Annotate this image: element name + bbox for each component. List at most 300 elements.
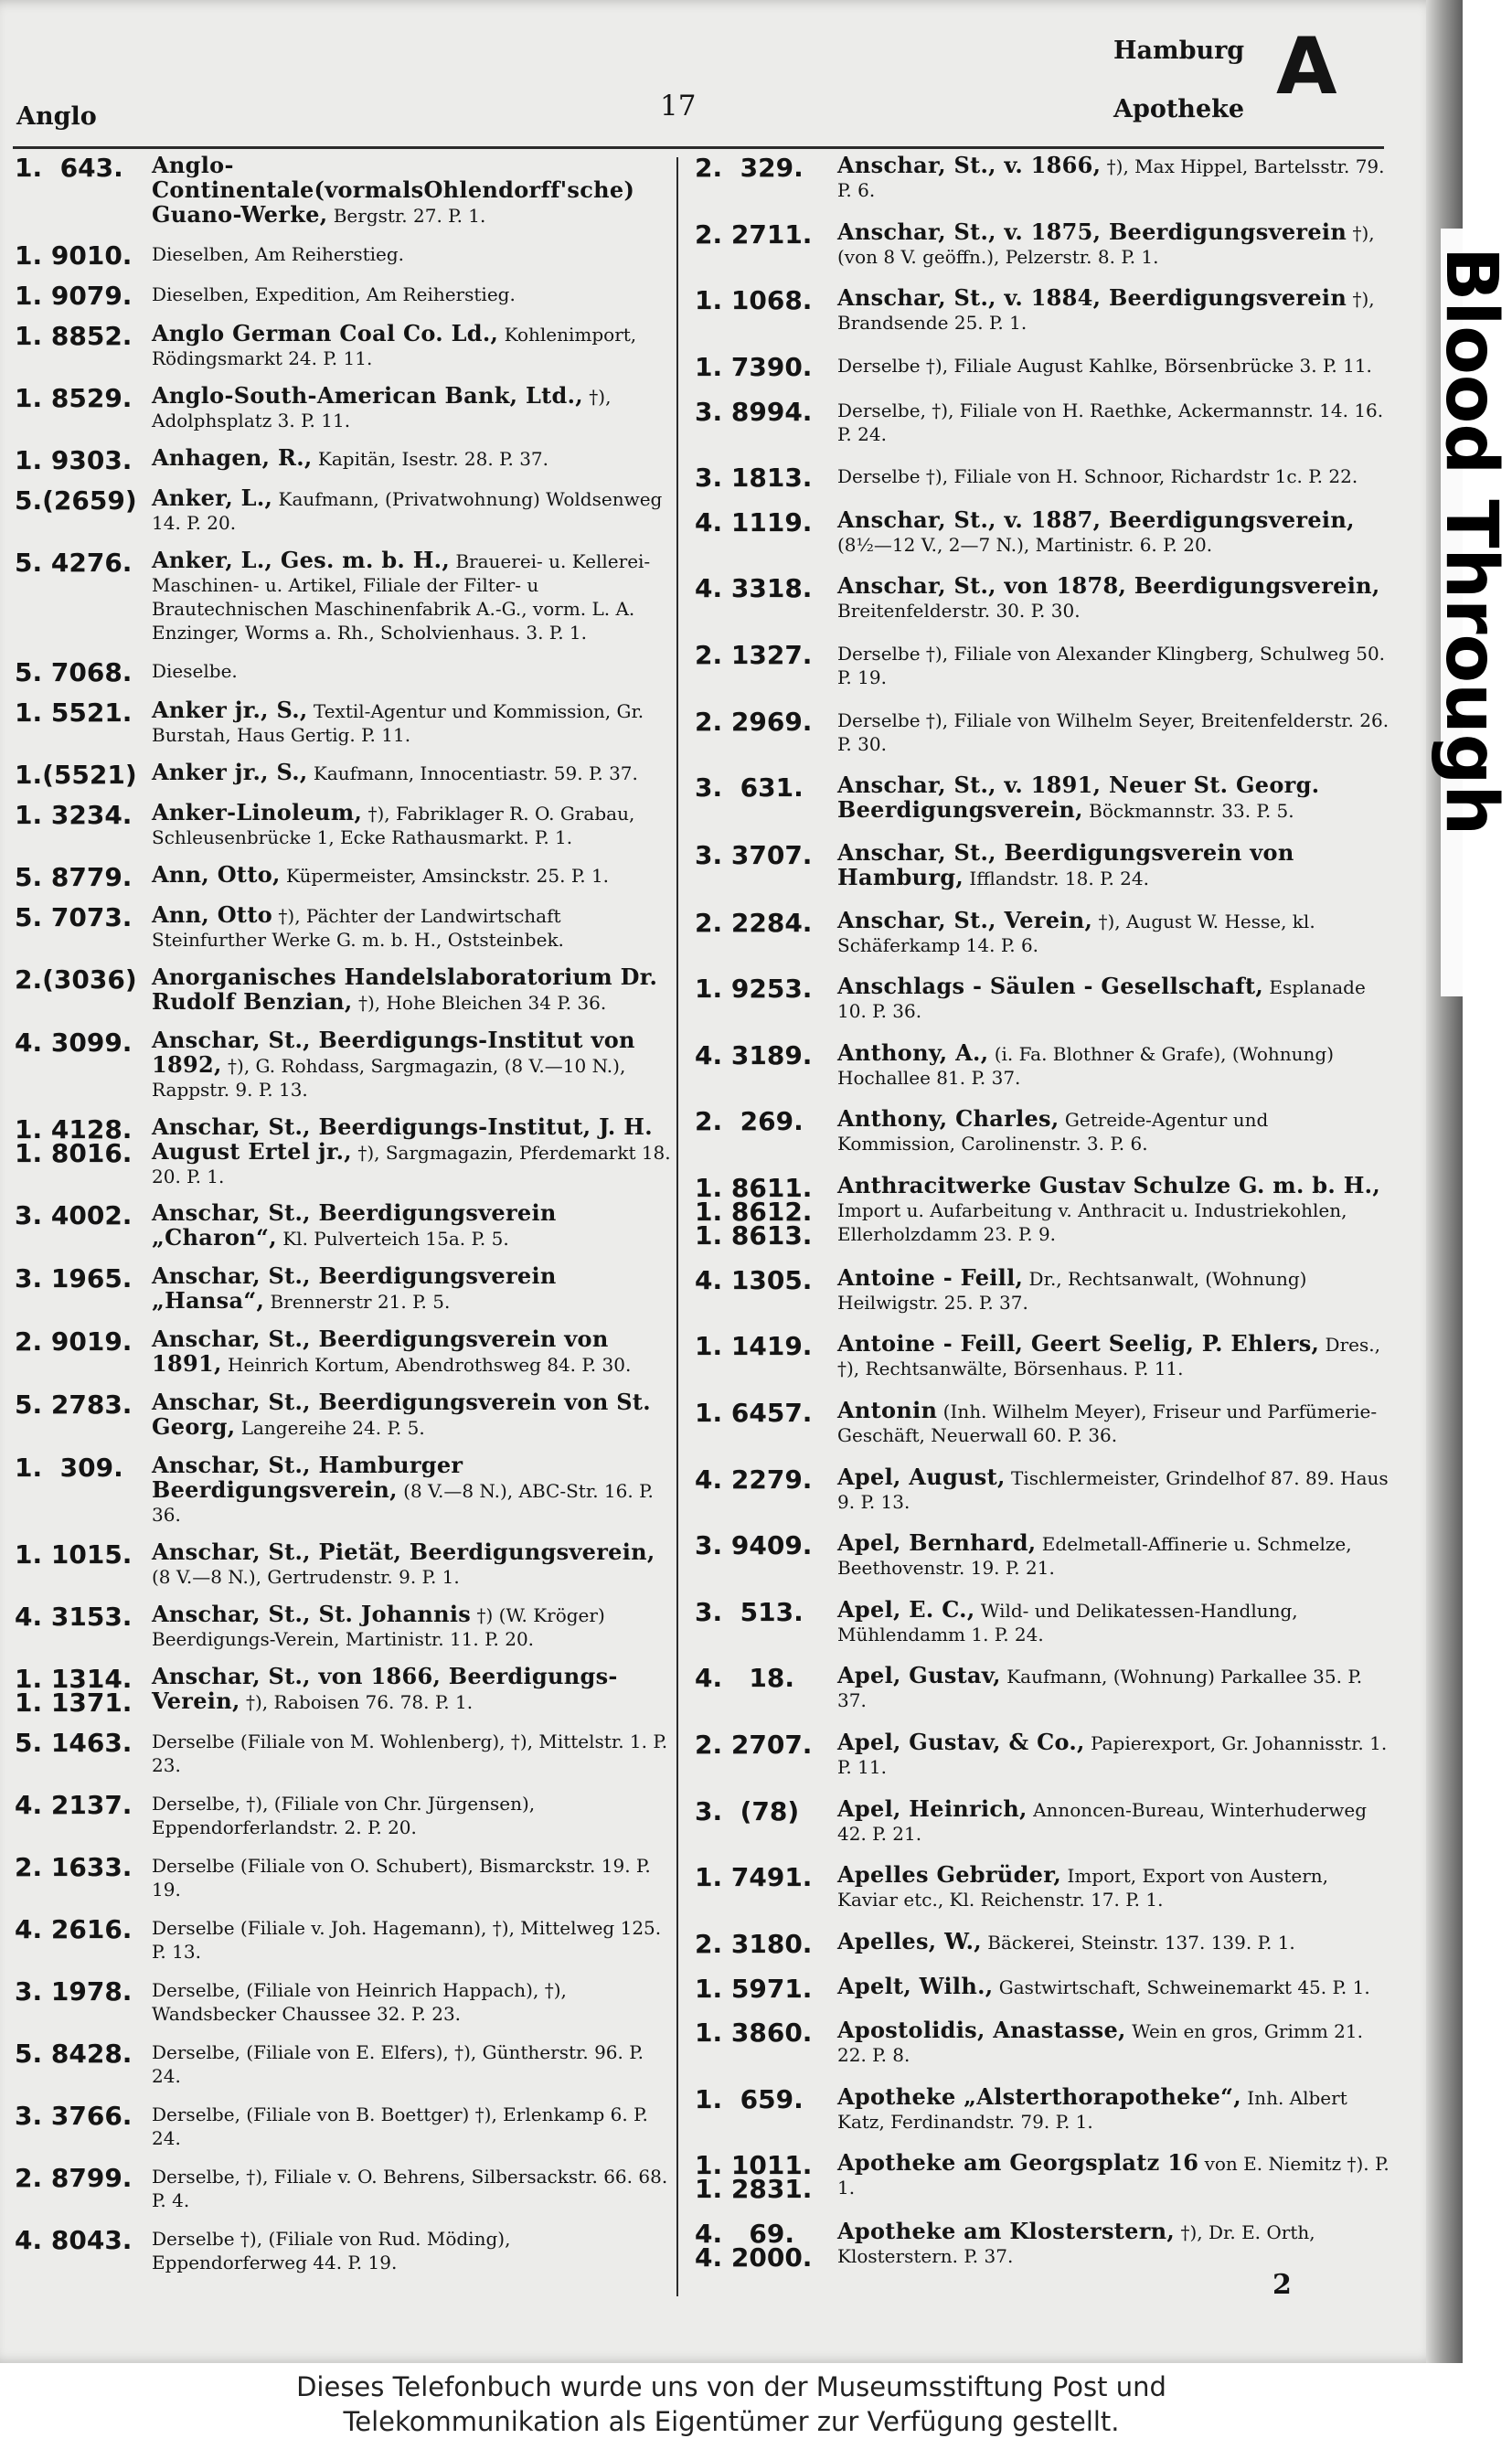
directory-entry	[695, 974, 1390, 1023]
entry-name: Antoine - Feill, Geert Seelig, P. Ehlers,	[837, 1330, 1320, 1358]
entry-detail: Bäckerei, Steinstr. 137. 139. P. 1.	[987, 1931, 1295, 1954]
entry-detail: Getreide-Agentur und Kommission, Carolinenstr. 3. P. 6.	[837, 1109, 1269, 1155]
entry-text	[837, 220, 1390, 269]
entry-phone-number: 4. 1305.	[695, 1264, 813, 1295]
entry-name: Anschar, St., St. Johannis	[152, 1601, 472, 1628]
entry-text	[152, 798, 671, 849]
entry-detail: Böckmannstr. 33. P. 5.	[1089, 800, 1294, 823]
entry-text	[152, 486, 671, 535]
entry-phone-number: 1. 8611. 1. 8612. 1. 8613.	[695, 1173, 813, 1251]
entry-text	[837, 2151, 1390, 2199]
entry-phone-number: 4. 1119.	[695, 506, 813, 538]
directory-entry	[695, 2018, 1390, 2067]
entry-phone-number: 1. 4128. 1. 8016.	[15, 1113, 133, 1168]
entry-detail: Derselbe †), Filiale von Alexander Klingberg, Schulweg 50. P. 19.	[837, 643, 1386, 688]
directory-entry	[695, 1465, 1390, 1514]
directory-entry	[695, 1332, 1390, 1380]
entry-phone-number: 4. 3153.	[15, 1602, 133, 1633]
entry-text	[837, 1730, 1390, 1779]
directory-entry	[15, 381, 671, 432]
entry-name: Anschar, St., Pietät, Beerdigungsverein,	[152, 1539, 655, 1566]
entry-detail: Derselbe (Filiale v. Joh. Hagemann), †), Mittelweg 125. P. 13.	[152, 1917, 662, 1964]
entry-name: Apel, August,	[837, 1463, 1006, 1490]
header-page-number: 17	[660, 90, 697, 122]
entry-name: Anschar, St., von 1878, Beerdigungsverein,	[837, 572, 1380, 600]
entry-phone-number: 2. 329.	[695, 153, 804, 183]
entry-phone-number: 1. 5971.	[695, 1973, 813, 2004]
directory-entry	[15, 2102, 671, 2150]
entry-phone-number: 3. 9409.	[695, 1530, 813, 1561]
entry-name: Anschar, St., Beerdigungsverein von Hamburg,	[837, 838, 1294, 890]
directory-entry	[15, 1453, 671, 1527]
entry-name: Anschar, St., Beerdigungsverein von St. Georg,	[152, 1389, 651, 1441]
directory-entry	[695, 1595, 1390, 1646]
entry-phone-number: 5. 1463.	[15, 1728, 133, 1759]
entry-text	[152, 1327, 671, 1377]
entry-detail: Bergstr. 27. P. 1.	[333, 205, 486, 227]
entry-text	[837, 398, 1390, 446]
directory-entry	[15, 1915, 671, 1964]
directory-entry	[695, 351, 1390, 382]
entry-text	[837, 1107, 1390, 1155]
entry-detail: Dieselben, Expedition, Am Reiherstieg.	[152, 282, 516, 305]
entry-detail: Derselbe (Filiale von O. Schubert), Bismarckstr. 19. P. 19.	[152, 1855, 651, 1901]
entry-name: Anglo-South-American Bank, Ltd.,	[152, 381, 583, 409]
entry-detail: †), Hohe Bleichen 34 P. 36.	[357, 991, 607, 1014]
entry-text	[837, 773, 1390, 823]
directory-entry	[15, 1540, 671, 1589]
entry-phone-number: 1. 9010.	[15, 240, 133, 271]
directory-entry	[695, 1794, 1390, 1846]
directory-entry	[695, 1863, 1390, 1911]
entry-phone-number: 4. 3189.	[695, 1039, 813, 1070]
entry-phone-number: 2. 2707.	[695, 1730, 813, 1760]
entry-text	[152, 1977, 671, 2026]
entry-text	[152, 1915, 671, 1964]
entry-text	[152, 381, 671, 432]
right-column	[695, 154, 1390, 2288]
entry-name: Ann, Otto,	[152, 860, 281, 888]
entry-detail: von E. Niemitz †). P. 1.	[837, 2153, 1390, 2199]
entry-detail: Heinrich Kortum, Abendrothsweg 84. P. 30.	[228, 1354, 632, 1377]
directory-entry	[695, 154, 1390, 202]
entry-phone-number: 3. 1978.	[15, 1976, 133, 2007]
entry-name: Apel, Gustav, & Co.,	[837, 1729, 1085, 1755]
entry-text	[152, 548, 671, 644]
footer-line-1: Dieses Telefonbuch wurde uns von der Museumsstiftung Post und	[296, 2371, 1166, 2402]
entry-name: Anschar, St., Beerdigungsverein „Charon“,	[152, 1199, 557, 1251]
entry-phone-number: 1. 9079.	[15, 280, 133, 311]
entry-detail: Edelmetall-Affinerie u. Schmelze, Beethovenstr. 19. P. 21.	[837, 1533, 1352, 1580]
directory-entry	[15, 965, 671, 1015]
entry-name: Anschar, St., v. 1887, Beerdigungsverein,	[837, 506, 1355, 533]
entry-text	[837, 708, 1390, 756]
directory-entry	[15, 1791, 671, 1839]
entry-text	[152, 1665, 671, 1714]
entry-phone-number: 4. 69. 4. 2000.	[695, 2219, 813, 2273]
directory-entry	[695, 1107, 1390, 1155]
entry-text	[837, 1595, 1390, 1646]
directory-entry	[15, 860, 671, 892]
entry-phone-number: 4. 3099.	[15, 1027, 133, 1058]
entry-phone-number: 1. 1015.	[15, 1539, 133, 1571]
entry-detail: Wild- und Delikatessen-Handlung, Mühlendamm 1. P. 24.	[837, 1599, 1298, 1645]
entry-name: Anker jr., S.,	[152, 758, 308, 785]
entry-text	[837, 1038, 1390, 1090]
entry-phone-number: 3. 3707.	[695, 839, 813, 870]
header-city: Hamburg	[1113, 37, 1245, 65]
entry-phone-number: 3. 631.	[695, 772, 804, 804]
entry-detail: Ifflandstr. 18. P. 24.	[969, 867, 1149, 889]
entry-phone-number: 5. 7073.	[15, 901, 133, 932]
directory-entry	[695, 708, 1390, 756]
side-tab	[1430, 229, 1512, 996]
footer-line-2: Telekommunikation als Eigentümer zur Verfügung gestellt.	[343, 2406, 1120, 2437]
entry-detail: Kaufmann, (Privatwohnung) Woldsenweg 14. P. 20.	[152, 487, 663, 534]
directory-entry	[695, 1263, 1390, 1315]
directory-entry	[15, 900, 671, 952]
entry-name: Anschlags - Säulen - Gesellschaft,	[837, 973, 1263, 1000]
entry-name: Anschar, St., Hamburger Beerdigungsverein,	[152, 1452, 463, 1504]
entry-text	[152, 2164, 671, 2212]
directory-entry	[695, 1730, 1390, 1779]
entry-detail: Derselbe, †), Filiale v. O. Behrens, Silbersackstr. 66. 68. P. 4.	[152, 2166, 668, 2211]
entry-detail: (8 V.—8 N.), Gertrudenstr. 9. P. 1.	[152, 1566, 460, 1589]
entry-text	[837, 463, 1390, 488]
entry-phone-number: 1. 3860.	[695, 2018, 813, 2049]
entry-phone-number: 5. 8779.	[15, 861, 133, 892]
entry-name: Anschar, St., Beerdigungs-Institut von 1892,	[152, 1026, 635, 1078]
entry-detail: Derselbe, †), (Filiale von Chr. Jürgensen), Eppendorferlandstr. 2. P. 20.	[152, 1793, 536, 1839]
footer-note	[0, 2364, 1463, 2449]
entry-name: Anschar, St., Verein,	[837, 906, 1093, 933]
entry-text	[152, 965, 671, 1015]
entry-phone-number: 2. 2711.	[695, 218, 813, 250]
entry-detail: †) (W. Kröger) Beerdigungs-Verein, Martinistr. 11. P. 20.	[152, 1604, 605, 1651]
entry-phone-number: 3. (78)	[695, 1795, 800, 1826]
entry-text	[152, 758, 671, 785]
entry-phone-number: 4. 2137.	[15, 1790, 133, 1821]
entry-text	[152, 658, 671, 683]
entry-name: Anschar, St., v. 1891, Neuer St. Georg. Beerdigungsverein,	[837, 772, 1320, 824]
entry-name: Anhagen, R.,	[152, 443, 313, 471]
directory-entry	[695, 574, 1390, 623]
entry-text	[152, 443, 671, 471]
entry-detail: Kohlenimport, Rödingsmarkt 24. P. 11.	[152, 323, 637, 369]
entry-detail: †), Adolphsplatz 3. P. 11.	[152, 385, 612, 431]
entry-detail: Breitenfelderstr. 30. P. 30.	[837, 600, 1081, 623]
entry-name: Anker-Linoleum,	[152, 798, 363, 825]
entry-text	[837, 286, 1390, 335]
entry-detail: Brauerei- u. Kellerei-Maschinen- u. Artikel, Filiale der Filter- u Brautechnischen Maschinenfabrik A.-G., vorm. L. A. Enzinger, Worms a. Rh., Scholvienhaus. 3. P. 1.	[152, 549, 651, 644]
entry-name: Apotheke am Klosterstern,	[837, 2218, 1176, 2244]
entry-detail: Brennerstr 21. P. 5.	[270, 1291, 451, 1314]
entry-detail: †), Brandsende 25. P. 1.	[837, 288, 1375, 335]
entry-text	[152, 1853, 671, 1901]
entry-name: Anschar, St., von 1866, Beerdigungs-Verein,	[152, 1663, 618, 1715]
entry-detail: †), Fabriklager R. O. Grabau, Schleusenbrücke 1, Ecke Rathausmarkt. P. 1.	[152, 802, 635, 848]
entry-name: Anschar, St., v. 1875, Beerdigungsverein	[837, 218, 1347, 245]
directory-entry	[15, 1853, 671, 1901]
directory-entry	[695, 2149, 1390, 2205]
directory-entry	[15, 2226, 671, 2274]
entry-text	[152, 1390, 671, 1440]
entry-name: Anthracitwerke Gustav Schulze G. m. b. H.,	[837, 1172, 1380, 1198]
entry-text	[152, 2102, 671, 2150]
side-tab-text: Blood Through	[1430, 247, 1512, 836]
entry-text	[152, 1028, 671, 1102]
entry-phone-number: 2. 8799.	[15, 2163, 133, 2193]
entry-detail: Derselbe, (Filiale von E. Elfers), †), Güntherstr. 96. P. 24.	[152, 2041, 644, 2088]
directory-entry	[15, 240, 671, 271]
entry-name: Anorganisches Handelslaboratorium Dr. Rudolf Benzian,	[152, 963, 658, 1015]
entry-phone-number: 3. 513.	[695, 1596, 804, 1627]
entry-detail: Wein en gros, Grimm 21. 22. P. 8.	[837, 2020, 1363, 2067]
entry-detail: Derselbe (Filiale von M. Wohlenberg), †), Mittelstr. 1. P. 23.	[152, 1730, 668, 1777]
directory-entry	[15, 1115, 671, 1188]
entry-name: Antonin	[837, 1396, 938, 1423]
entry-detail: Küpermeister, Amsinckstr. 25. P. 1.	[286, 864, 610, 887]
bottom-page-mark: 2	[1272, 2269, 1292, 2301]
entry-name: Apel, Heinrich,	[837, 1794, 1028, 1822]
column-divider	[676, 157, 678, 2296]
entry-name: Anschar, St., Beerdigungs-Institut, J. H. August Ertel jr.,	[152, 1113, 653, 1165]
entry-detail: Annoncen-Bureau, Winterhuderweg 42. P. 21.	[837, 1798, 1367, 1845]
entry-phone-number: 2. 2969.	[695, 706, 813, 737]
entry-text	[152, 1115, 671, 1188]
entry-text	[837, 838, 1390, 890]
entry-name: Apel, E. C.,	[837, 1595, 975, 1623]
directory-entry	[695, 2082, 1390, 2134]
entry-text	[837, 1174, 1390, 1246]
entry-text	[837, 1531, 1390, 1580]
entry-detail: Derselbe †), Filiale von H. Schnoor, Richardstr 1c. P. 22.	[837, 465, 1358, 488]
entry-phone-number: 4. 2616.	[15, 1914, 133, 1945]
entry-detail: (i. Fa. Blothner & Grafe), (Wohnung) Hochallee 81. P. 37.	[837, 1042, 1335, 1089]
entry-text	[837, 2018, 1390, 2067]
entry-phone-number: 5. 8428.	[15, 2039, 133, 2070]
directory-entry	[695, 1172, 1390, 1251]
entry-phone-number: 3. 3766.	[15, 2101, 133, 2132]
entry-name: Apelles Gebrüder,	[837, 1861, 1062, 1889]
directory-entry	[695, 838, 1390, 890]
entry-detail: Derselbe †), Filiale August Kahlke, Börsenbrücke 3. P. 11.	[837, 354, 1372, 377]
entry-text	[837, 906, 1390, 957]
directory-entry	[15, 319, 671, 370]
entry-name: Anker, L., Ges. m. b. H.,	[152, 546, 450, 573]
entry-text	[152, 1453, 671, 1527]
entry-text	[152, 1201, 671, 1251]
directory-entry	[695, 1038, 1390, 1090]
entry-detail: (8 V.—8 N.), ABC-Str. 16. P. 36.	[152, 1480, 654, 1527]
entry-detail: †), G. Rohdass, Sargmagazin, (8 V.—10 N.), Rappstr. 9. P. 13.	[152, 1054, 626, 1101]
entry-text	[837, 2082, 1390, 2134]
entry-detail: †), Max Hippel, Bartelsstr. 79. P. 6.	[837, 155, 1385, 201]
entry-phone-number: 2. 9019.	[15, 1326, 133, 1358]
entry-phone-number: 1. 9253.	[695, 974, 813, 1005]
entry-phone-number: 1. 5521.	[15, 697, 133, 728]
directory-entry	[15, 1602, 671, 1651]
entry-text	[152, 1264, 671, 1314]
entry-text	[837, 1664, 1390, 1712]
entry-phone-number: 2. 3180.	[695, 1928, 813, 1959]
entry-detail: Esplanade 10. P. 36.	[837, 976, 1366, 1023]
directory-entry	[695, 773, 1390, 823]
entry-phone-number: 5.(2659)	[15, 484, 137, 516]
entry-detail: Derselbe †), (Filiale von Rud. Möding), Eppendorferweg 44. P. 19.	[152, 2227, 511, 2273]
entry-text	[837, 1465, 1390, 1514]
entry-name: Anschar, St., Beerdigungsverein „Hansa“,	[152, 1262, 557, 1315]
entry-phone-number: 1. 1011. 1. 2831.	[695, 2150, 813, 2205]
directory-entry	[15, 1663, 671, 1719]
entry-text	[837, 974, 1390, 1023]
entry-phone-number: 2. 269.	[695, 1106, 804, 1137]
entry-text	[837, 154, 1390, 202]
entry-name: Apostolidis, Anastasse,	[837, 2017, 1126, 2044]
directory-entry	[695, 463, 1390, 494]
entry-name: Ann, Otto	[152, 900, 273, 928]
entry-phone-number: 3. 8994.	[695, 396, 813, 427]
entry-text	[837, 1396, 1390, 1447]
entry-text	[152, 1602, 671, 1651]
entry-text	[152, 2039, 671, 2088]
entry-phone-number: 4. 2279.	[695, 1464, 813, 1495]
entry-name: Anker, L.,	[152, 484, 273, 511]
entry-detail: Dieselben, Am Reiherstieg.	[152, 242, 405, 265]
directory-entry	[15, 548, 671, 644]
entry-phone-number: 1. 8852.	[15, 320, 133, 351]
entry-text	[837, 641, 1390, 689]
entry-phone-number: 1. 6457.	[695, 1397, 813, 1428]
entry-detail: Derselbe, †), Filiale von H. Raethke, Ackermannstr. 14. 16. P. 24.	[837, 399, 1384, 445]
entry-name: Apotheke „Alsterthorapotheke“,	[837, 2082, 1241, 2110]
entry-text	[837, 1863, 1390, 1911]
entry-detail: †), Dr. E. Orth, Klosterstern. P. 37.	[837, 2221, 1315, 2267]
entry-name: Anschar, St., v. 1884, Beerdigungsverein	[837, 284, 1347, 312]
entry-name: Anschar, St., Beerdigungsverein von 1891,	[152, 1326, 609, 1378]
directory-entry	[695, 508, 1390, 557]
entry-phone-number: 2. 1633.	[15, 1852, 133, 1883]
entry-detail: Derselbe, (Filiale von B. Boettger) †), Erlenkamp 6. P. 24.	[152, 2103, 648, 2150]
entry-text	[152, 698, 671, 747]
entry-phone-number: 1. 3234.	[15, 799, 133, 830]
directory-entry	[695, 220, 1390, 269]
entry-phone-number: 1. 9303.	[15, 444, 133, 475]
entry-phone-number: 3. 1965.	[15, 1263, 133, 1294]
entry-detail: Derselbe †), Filiale von Wilhelm Seyer, Breitenfelderstr. 26. P. 30.	[837, 708, 1390, 755]
entry-name: Anglo German Coal Co. Ld.,	[152, 319, 499, 346]
entry-detail: †), Sargmagazin, Pferdemarkt 18. 20. P. 1.	[152, 1141, 671, 1187]
entry-name: Apel, Gustav,	[837, 1662, 1001, 1689]
directory-entry	[15, 798, 671, 849]
entry-text	[152, 319, 671, 370]
entry-detail: (Inh. Wilhelm Meyer), Friseur und Parfümerie-Geschäft, Neuerwall 60. P. 36.	[837, 1400, 1378, 1446]
entry-detail: Dres., †), Rechtsanwälte, Börsenhaus. P. 11.	[837, 1334, 1380, 1380]
directory-entry	[15, 280, 671, 311]
entry-text	[837, 1263, 1390, 1315]
entry-phone-number: 1. 643.	[15, 153, 123, 183]
entry-phone-number: 2. 1327.	[695, 640, 813, 670]
directory-entry	[695, 1531, 1390, 1580]
entry-detail: Textil-Agentur und Kommission, Gr. Burstah, Haus Gertig. P. 11.	[152, 699, 644, 746]
entry-phone-number: 5. 7068.	[15, 656, 133, 687]
entry-detail: †), Raboisen 76. 78. P. 1.	[245, 1691, 474, 1714]
directory-entry	[695, 286, 1390, 335]
entry-text	[837, 2220, 1390, 2268]
entry-detail: †), Pächter der Landwirtschaft Steinfurther Werke G. m. b. H., Oststeinbek.	[152, 904, 564, 951]
entry-detail: Import, Export von Austern, Kaviar etc., Kl. Reichenstr. 17. P. 1.	[837, 1865, 1328, 1911]
entry-phone-number: 1. 7491.	[695, 1862, 813, 1893]
entry-text	[837, 1332, 1390, 1380]
entry-name: Anglo-Continentale(vormalsOhlendorff'sche) Guano-Werke,	[152, 152, 635, 228]
entry-text	[837, 508, 1390, 557]
entry-name: Apelt, Wilh.,	[837, 1972, 994, 1999]
header-rule	[13, 146, 1384, 149]
entry-detail: Kaufmann, Innocentiastr. 59. P. 37.	[313, 761, 638, 784]
header-right-word: Apotheke	[1113, 95, 1245, 123]
entry-detail: Dr., Rechtsanwalt, (Wohnung) Heilwigstr. 25. P. 37.	[837, 1267, 1307, 1314]
entry-phone-number: 1. 309.	[15, 1453, 123, 1484]
directory-entry	[695, 1396, 1390, 1447]
directory-entry	[695, 641, 1390, 689]
entry-phone-number: 1. 1314. 1. 1371.	[15, 1664, 133, 1719]
entry-phone-number: 2.(3036)	[15, 964, 137, 995]
entry-detail: Kapitän, Isestr. 28. P. 37.	[317, 447, 548, 470]
entry-detail: Gastwirtschaft, Schweinemarkt 45. P. 1.	[998, 1975, 1370, 1998]
entry-detail: Kaufmann, (Wohnung) Parkallee 35. P. 37.	[837, 1666, 1363, 1712]
entry-detail: †), (von 8 V. geöffn.), Pelzerstr. 8. P. 1.	[837, 221, 1375, 268]
directory-entry	[695, 398, 1390, 446]
entry-text	[837, 1972, 1390, 1999]
entry-detail: Import u. Aufarbeitung v. Anthracit u. Industriekohlen, Ellerholzdamm 23. P. 9.	[837, 1199, 1347, 1245]
entry-detail: Tischlermeister, Grindelhof 87. 89. Haus 9. P. 13.	[837, 1466, 1389, 1513]
entry-detail: Dieselbe.	[152, 659, 238, 682]
entry-detail: Langereihe 24. P. 5.	[240, 1417, 425, 1440]
directory-entry	[15, 758, 671, 790]
directory-entry	[15, 2164, 671, 2212]
entry-name: Anthony, Charles,	[837, 1105, 1059, 1133]
entry-text	[152, 241, 671, 266]
entry-text	[152, 1729, 671, 1777]
entry-text	[152, 282, 671, 306]
directory-entry	[15, 1201, 671, 1251]
entry-phone-number: 4. 8043.	[15, 2224, 133, 2255]
directory-entry	[15, 2039, 671, 2088]
entry-phone-number: 1. 8529.	[15, 382, 133, 413]
entry-phone-number: 1. 1419.	[695, 1331, 813, 1362]
directory-entry	[15, 1729, 671, 1777]
entry-detail: Papierexport, Gr. Johannisstr. 1. P. 11.	[837, 1732, 1388, 1778]
entry-phone-number: 1.(5521)	[15, 759, 137, 790]
header-left-word: Anglo	[16, 102, 97, 131]
entry-phone-number: 3. 1813.	[695, 463, 813, 494]
entry-text	[152, 1540, 671, 1589]
directory-entry	[15, 698, 671, 747]
entry-text	[837, 353, 1390, 378]
entry-name: Anthony, A.,	[837, 1038, 989, 1066]
entry-detail: †), August W. Hesse, kl. Schäferkamp 14. P. 6.	[837, 910, 1315, 956]
entry-phone-number: 2. 2284.	[695, 907, 813, 938]
left-column	[15, 154, 671, 2288]
entry-detail: Kl. Pulverteich 15a. P. 5.	[282, 1228, 509, 1251]
entry-name: Apelles, W.,	[837, 1927, 982, 1954]
entry-detail: Inh. Albert Katz, Ferdinandstr. 79. P. 1.	[837, 2086, 1347, 2133]
entry-name: Antoine - Feill,	[837, 1263, 1024, 1291]
entry-text	[837, 1794, 1390, 1846]
entry-detail: Derselbe, (Filiale von Heinrich Happach), †), Wandsbecker Chaussee 32. P. 23.	[152, 1979, 567, 2026]
entry-name: Apotheke am Georgsplatz 16	[837, 2149, 1199, 2177]
directory-entry	[15, 1028, 671, 1102]
